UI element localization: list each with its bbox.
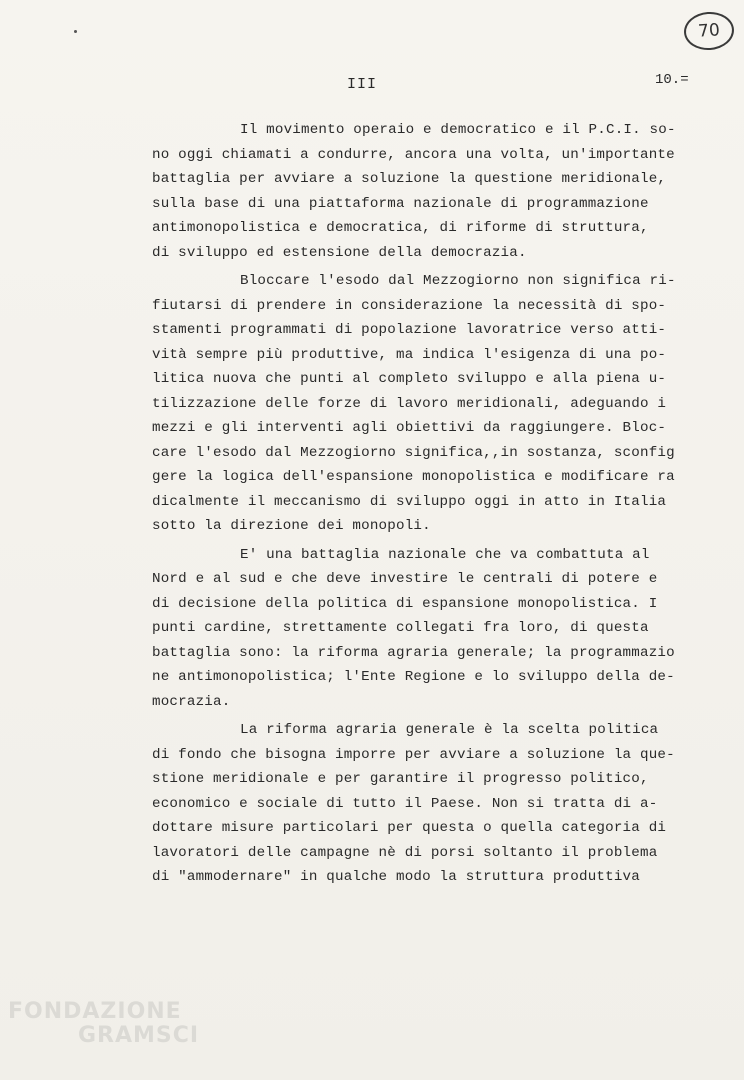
paragraph [152, 543, 697, 715]
body-text [152, 118, 697, 890]
watermark-line-2: GRAMSCI [78, 1023, 200, 1048]
text-line: di decisione della politica di espansione monopolistica. I [152, 595, 658, 612]
ink-speck [74, 30, 77, 33]
text-line: antimonopolistica e democratica, di riforme di struttura, [152, 220, 649, 236]
text-line: battaglia sono: la riforma agraria generale; la programmazio [152, 644, 675, 661]
paragraph [152, 269, 697, 539]
text-line: di fondo che bisogna imporre per avviare a soluzione la que- [152, 746, 675, 763]
text-line: mezzi e gli interventi agli obiettivi da raggiungere. Bloc- [152, 420, 667, 436]
text-line: Nord e al sud e che deve investire le centrali di potere e [152, 571, 658, 587]
text-line: gere la logica dell'espansione monopolistica e modificare ra [152, 469, 675, 485]
text-line: economico e sociale di tutto il Paese. Non si tratta di a- [152, 795, 658, 812]
page-stamp: 70 [683, 10, 736, 51]
text-line: E' una battaglia nazionale che va combattuta al [240, 546, 650, 563]
text-line: di sviluppo ed estensione della democrazia. [152, 244, 527, 261]
text-line: stione meridionale e per garantire il progresso politico, [152, 771, 649, 787]
paragraph [152, 718, 697, 890]
text-line: sulla base di una piattaforma nazionale di programmazione [152, 195, 649, 212]
text-line: sotto la direzione dei monopoli. [152, 518, 431, 534]
text-line: care l'esodo dal Mezzogiorno significa,,in sostanza, sconfig [152, 444, 675, 461]
watermark-logo [8, 1000, 199, 1048]
text-line: dicalmente il meccanismo di sviluppo oggi in atto in Italia [152, 493, 667, 510]
text-line: dottare misure particolari per questa o quella categoria di [152, 820, 667, 836]
section-number: III [347, 76, 378, 93]
text-line: ne antimonopolistica; l'Ente Regione e lo sviluppo della de- [152, 669, 675, 685]
text-line: litica nuova che punti al completo sviluppo e alla piena u- [152, 371, 667, 387]
text-line: no oggi chiamati a condurre, ancora una volta, un'importante [152, 146, 675, 163]
text-line: lavoratori delle campagne nè di porsi soltanto il problema [152, 844, 658, 861]
text-line: vità sempre più produttive, ma indica l'esigenza di una po- [152, 346, 667, 363]
page-number: 10.= [655, 72, 689, 88]
text-line: tilizzazione delle forze di lavoro meridionali, adeguando i [152, 395, 667, 412]
text-line: fiutarsi di prendere in considerazione la necessità di spo- [152, 297, 667, 314]
text-line: stamenti programmati di popolazione lavoratrice verso atti- [152, 322, 667, 338]
text-line: Il movimento operaio e democratico e il P.C.I. so- [240, 122, 676, 138]
text-line: Bloccare l'esodo dal Mezzogiorno non significa ri- [240, 273, 676, 289]
text-line: battaglia per avviare a soluzione la questione meridionale, [152, 171, 667, 187]
watermark-line-1: FONDAZIONE [8, 999, 182, 1024]
text-line: punti cardine, strettamente collegati fra loro, di questa [152, 620, 649, 636]
paragraph [152, 118, 697, 265]
text-line: mocrazia. [152, 693, 231, 710]
text-line: di "ammodernare" in qualche modo la struttura produttiva [152, 869, 640, 885]
text-line: La riforma agraria generale è la scelta politica [240, 722, 659, 738]
